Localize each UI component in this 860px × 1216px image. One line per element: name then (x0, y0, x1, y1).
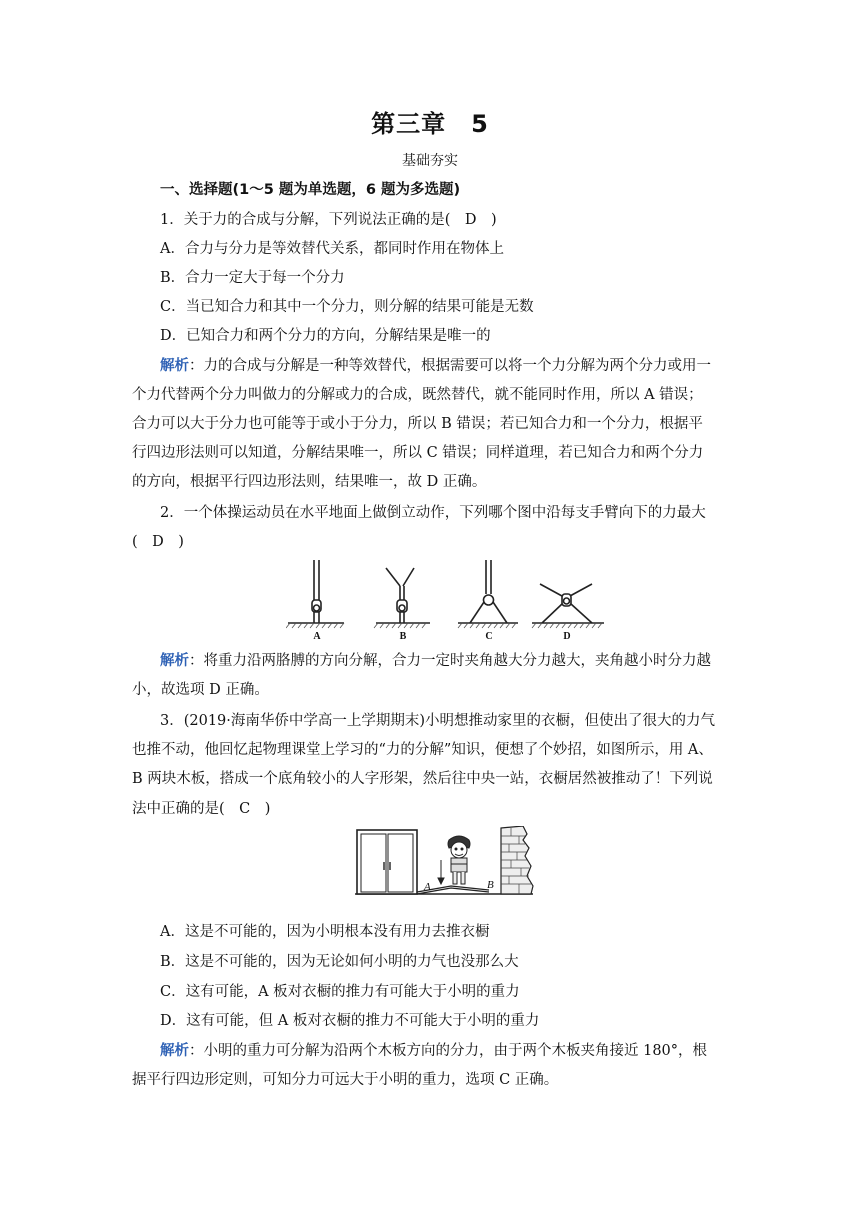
q3-stem-line-4: 法中正确的是( C ) (132, 801, 271, 817)
q3-explanation-label: 解析 (160, 1043, 189, 1059)
q1-option-a: A．合力与分力是等效替代关系，都同时作用在物体上 (160, 241, 504, 257)
figure-a (288, 560, 344, 623)
gymnast-handstand-figure (286, 556, 610, 642)
q1-explanation-line-2: 个力代替两个分力叫做力的分解或力的合成，既然替代，就不能同时作用，所以 A 错误； (132, 387, 703, 403)
arrow (438, 860, 444, 884)
q3-option-d: D．这有可能，但 A 板对衣橱的推力不可能大于小明的重力 (160, 1013, 540, 1029)
section-heading: 一、选择题(1～5 题为单选题，6 题为多选题) (160, 182, 461, 198)
section-subtitle: 基础夯实 (402, 153, 458, 169)
q1-option-d: D．已知合力和两个分力的方向，分解结果是唯一的 (160, 328, 491, 344)
q2-stem-line-1: 2．一个体操运动员在水平地面上做倒立动作，下列哪个图中沿每支手臂向下的力最大 (160, 505, 706, 521)
q2-stem-line-2: ( D ) (132, 534, 184, 550)
q3-option-b: B．这是不可能的，因为无论如何小明的力气也没那么大 (160, 954, 519, 970)
figure-c (458, 560, 518, 623)
q1-explanation-line-3: 合力可以大于分力也可能等于或小于分力，所以 B 错误；若已知合力和一个分力，根据平 (132, 416, 703, 432)
q1-stem: 1．关于力的合成与分解，下列说法正确的是( D ) (160, 212, 497, 228)
q3-stem-line-2: 也推不动，他回忆起物理课堂上学习的“力的分解”知识，便想了个妙招，如图所示，用 A、 (132, 742, 713, 758)
page-title: 第三章 5 (371, 110, 489, 138)
figure-label-b: B (399, 631, 407, 642)
figure-d (532, 584, 604, 623)
q3-explanation-line-2: 据平行四边形定则，可知分力可远大于小明的重力，选项 C 正确。 (132, 1072, 559, 1088)
wardrobe (357, 830, 417, 894)
q3-option-c: C．这有可能，A 板对衣橱的推力有可能大于小明的重力 (160, 984, 520, 1000)
figure-label-d: D (563, 631, 571, 642)
q2-explanation-line-1: 解析：将重力沿两胳膊的方向分解，合力一定时夹角越大分力越大，夹角越小时分力越 (160, 653, 711, 669)
q2-explanation-line-2: 小，故选项 D 正确。 (132, 682, 269, 698)
figure-label-c: C (485, 631, 493, 642)
q3-stem-line-1: 3．(2019·海南华侨中学高一上学期期末)小明想推动家里的衣橱，但使出了很大的力气 (160, 713, 716, 729)
q1-explanation-line-5: 的方向，根据平行四边形法则，结果唯一，故 D 正确。 (132, 474, 487, 490)
q2-explanation-label: 解析 (160, 653, 189, 669)
board-label-b: B (487, 879, 494, 891)
wardrobe-push-figure (355, 826, 535, 912)
q3-stem-line-3: B 两块木板，搭成一个底角较小的人字形架，然后往中央一站，衣橱居然被推动了！下列说 (132, 771, 713, 787)
q1-option-c: C．当已知合力和其中一个分力，则分解的结果可能是无数 (160, 299, 534, 315)
q1-option-b: B．合力一定大于每一个分力 (160, 270, 345, 286)
brick-wall (501, 826, 533, 894)
boy-figure (448, 836, 470, 884)
q3-explanation-line-1: 解析：小明的重力可分解为沿两个木板方向的分力，由于两个木板夹角接近 180°，根 (160, 1043, 708, 1059)
figure-label-a: A (313, 631, 321, 642)
q1-explanation-label: 解析 (160, 358, 189, 374)
board-label-a: A (424, 881, 431, 893)
figure-b (376, 568, 430, 623)
q1-explanation-line-4: 行四边形法则可以知道，分解结果唯一，所以 C 错误；同样道理，若已知合力和两个分力 (132, 445, 704, 461)
q1-explanation-line-1: 解析：力的合成与分解是一种等效替代，根据需要可以将一个力分解为两个分力或用一 (160, 358, 711, 374)
q3-option-a: A．这是不可能的，因为小明根本没有用力去推衣橱 (160, 924, 490, 940)
